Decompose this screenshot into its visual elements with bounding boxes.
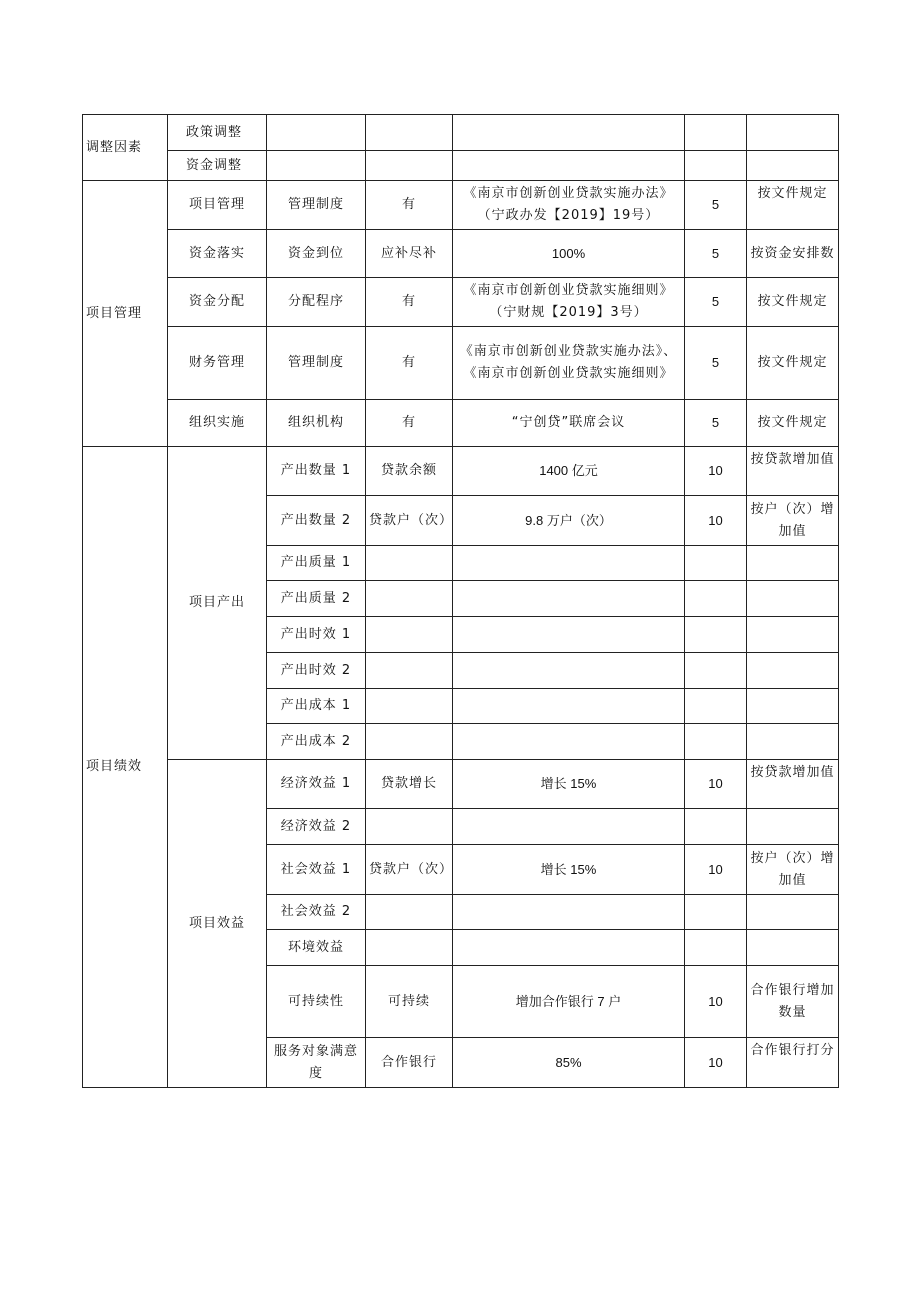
empty-cell — [366, 546, 453, 581]
empty-cell — [747, 151, 839, 181]
empty-cell — [267, 115, 366, 151]
adjust-label: 调整因素 — [83, 115, 168, 181]
score: 10 — [685, 496, 747, 546]
mgmt-method: 按文件规定 — [747, 278, 839, 327]
target-value: 增长 15% — [453, 760, 685, 809]
mgmt-method: 按文件规定 — [747, 181, 839, 230]
empty-cell — [685, 151, 747, 181]
indicator: 服务对象满意度 — [267, 1038, 366, 1088]
empty-cell — [366, 930, 453, 966]
benefit-label: 项目效益 — [168, 760, 267, 1088]
score: 10 — [685, 845, 747, 895]
indicator: 产出成本 1 — [267, 689, 366, 724]
empty-cell — [685, 546, 747, 581]
scoring-method: 按户（次）增加值 — [747, 496, 839, 546]
empty-cell — [747, 617, 839, 653]
empty-cell — [453, 151, 685, 181]
empty-cell — [685, 895, 747, 930]
empty-cell — [366, 895, 453, 930]
table-row — [83, 181, 839, 230]
table-row — [83, 400, 839, 447]
mgmt-content: 分配程序 — [267, 278, 366, 327]
indicator: 社会效益 2 — [267, 895, 366, 930]
mgmt-item: 资金落实 — [168, 230, 267, 278]
adjust-policy: 政策调整 — [168, 115, 267, 151]
mgmt-detail: 《南京市创新创业贷款实施办法》（宁政办发【2019】19号） — [453, 181, 685, 230]
empty-cell — [747, 809, 839, 845]
table-row — [83, 447, 839, 496]
mgmt-content: 资金到位 — [267, 230, 366, 278]
mgmt-content: 组织机构 — [267, 400, 366, 447]
target-value: 9.8 万户（次） — [453, 496, 685, 546]
mgmt-content: 管理制度 — [267, 327, 366, 400]
empty-cell — [366, 115, 453, 151]
empty-cell — [453, 895, 685, 930]
target-value: 85% — [453, 1038, 685, 1088]
empty-cell — [685, 724, 747, 760]
empty-cell — [453, 617, 685, 653]
target-value: 增长 15% — [453, 845, 685, 895]
empty-cell — [366, 581, 453, 617]
mgmt-detail: 100% — [453, 230, 685, 278]
mgmt-item: 资金分配 — [168, 278, 267, 327]
mgmt-detail: 《南京市创新创业贷款实施细则》（宁财规【2019】3号） — [453, 278, 685, 327]
indicator: 产出时效 2 — [267, 653, 366, 689]
mgmt-method: 按资金安排数 — [747, 230, 839, 278]
mgmt-status: 有 — [366, 278, 453, 327]
empty-cell — [747, 724, 839, 760]
empty-cell — [685, 115, 747, 151]
mgmt-item: 项目管理 — [168, 181, 267, 230]
adjust-fund: 资金调整 — [168, 151, 267, 181]
target-value: 1400 亿元 — [453, 447, 685, 496]
empty-cell — [453, 809, 685, 845]
scoring-method: 按户（次）增加值 — [747, 845, 839, 895]
indicator: 产出时效 1 — [267, 617, 366, 653]
empty-cell — [747, 546, 839, 581]
management-label: 项目管理 — [83, 181, 168, 447]
indicator-sub: 贷款余额 — [366, 447, 453, 496]
indicator: 经济效益 2 — [267, 809, 366, 845]
mgmt-item: 组织实施 — [168, 400, 267, 447]
indicator: 产出质量 1 — [267, 546, 366, 581]
empty-cell — [685, 689, 747, 724]
scoring-method: 合作银行打分 — [747, 1038, 839, 1088]
indicator: 社会效益 1 — [267, 845, 366, 895]
scoring-method: 合作银行增加数量 — [747, 966, 839, 1038]
mgmt-score: 5 — [685, 327, 747, 400]
empty-cell — [267, 151, 366, 181]
performance-table — [82, 114, 839, 1088]
indicator-sub: 合作银行 — [366, 1038, 453, 1088]
empty-cell — [685, 930, 747, 966]
scoring-method: 按贷款增加值 — [747, 447, 839, 496]
indicator: 环境效益 — [267, 930, 366, 966]
empty-cell — [747, 115, 839, 151]
mgmt-score: 5 — [685, 230, 747, 278]
empty-cell — [453, 653, 685, 689]
empty-cell — [453, 546, 685, 581]
mgmt-method: 按文件规定 — [747, 327, 839, 400]
empty-cell — [366, 617, 453, 653]
score: 10 — [685, 966, 747, 1038]
empty-cell — [685, 581, 747, 617]
mgmt-item: 财务管理 — [168, 327, 267, 400]
indicator: 产出成本 2 — [267, 724, 366, 760]
empty-cell — [453, 689, 685, 724]
mgmt-status: 有 — [366, 400, 453, 447]
mgmt-detail: 《南京市创新创业贷款实施办法》、《南京市创新创业贷款实施细则》 — [453, 327, 685, 400]
indicator: 产出数量 2 — [267, 496, 366, 546]
empty-cell — [747, 581, 839, 617]
indicator: 产出数量 1 — [267, 447, 366, 496]
indicator-sub: 可持续 — [366, 966, 453, 1038]
score: 10 — [685, 760, 747, 809]
empty-cell — [685, 653, 747, 689]
empty-cell — [366, 653, 453, 689]
empty-cell — [747, 689, 839, 724]
score: 10 — [685, 447, 747, 496]
empty-cell — [747, 930, 839, 966]
empty-cell — [366, 724, 453, 760]
indicator-sub: 贷款增长 — [366, 760, 453, 809]
empty-cell — [453, 724, 685, 760]
empty-cell — [366, 809, 453, 845]
empty-cell — [747, 653, 839, 689]
table-row — [83, 760, 839, 809]
table-row — [83, 278, 839, 327]
target-value: 增加合作银行 7 户 — [453, 966, 685, 1038]
mgmt-score: 5 — [685, 400, 747, 447]
table-row — [83, 327, 839, 400]
mgmt-status: 应补尽补 — [366, 230, 453, 278]
empty-cell — [453, 115, 685, 151]
mgmt-detail: “宁创贷”联席会议 — [453, 400, 685, 447]
empty-cell — [366, 689, 453, 724]
empty-cell — [747, 895, 839, 930]
empty-cell — [366, 151, 453, 181]
indicator-sub: 贷款户（次） — [366, 845, 453, 895]
table-row — [83, 230, 839, 278]
indicator-sub: 贷款户（次） — [366, 496, 453, 546]
indicator: 经济效益 1 — [267, 760, 366, 809]
mgmt-content: 管理制度 — [267, 181, 366, 230]
indicator: 产出质量 2 — [267, 581, 366, 617]
performance-label: 项目绩效 — [83, 447, 168, 1088]
empty-cell — [685, 617, 747, 653]
empty-cell — [453, 930, 685, 966]
mgmt-score: 5 — [685, 181, 747, 230]
score: 10 — [685, 1038, 747, 1088]
scoring-method: 按贷款增加值 — [747, 760, 839, 809]
empty-cell — [685, 809, 747, 845]
empty-cell — [453, 581, 685, 617]
mgmt-method: 按文件规定 — [747, 400, 839, 447]
indicator: 可持续性 — [267, 966, 366, 1038]
mgmt-score: 5 — [685, 278, 747, 327]
mgmt-status: 有 — [366, 181, 453, 230]
mgmt-status: 有 — [366, 327, 453, 400]
output-label: 项目产出 — [168, 447, 267, 760]
